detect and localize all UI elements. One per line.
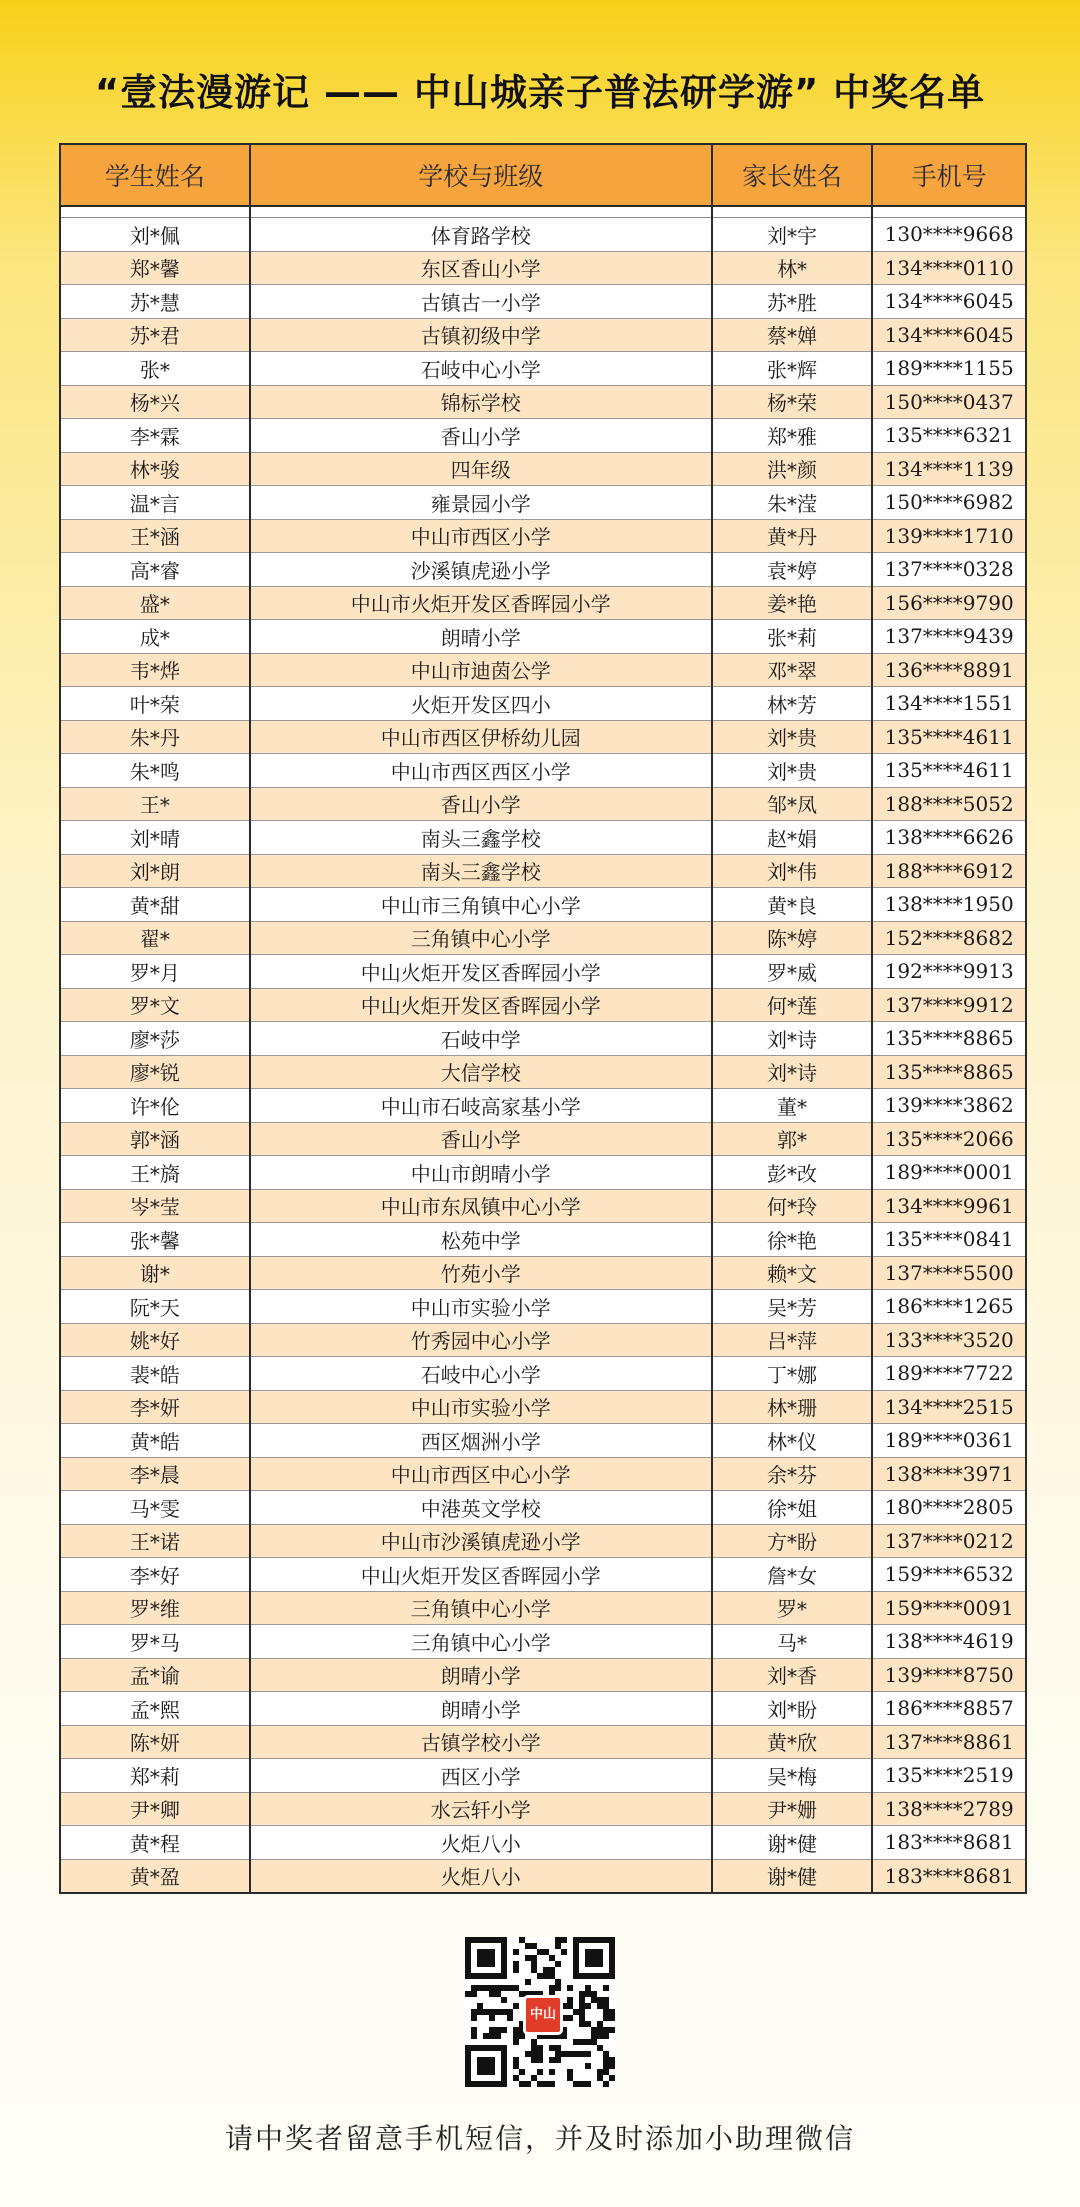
cell-parent-name: 赵*娟 <box>712 821 873 855</box>
cell-phone: 159****6532 <box>872 1558 1025 1592</box>
table-row <box>61 1625 1025 1659</box>
cell-phone: 135****2066 <box>872 1122 1025 1156</box>
cell-student-name: 刘*晴 <box>61 821 250 855</box>
cell-student-name: 谢* <box>61 1256 250 1290</box>
cell-school-class: 石岐中心小学 <box>250 1357 712 1391</box>
cell-student-name: 刘*佩 <box>61 218 250 252</box>
cell-phone: 138****3971 <box>872 1457 1025 1491</box>
cell-student-name: 廖*锐 <box>61 1055 250 1089</box>
table-row <box>61 1022 1025 1056</box>
cell-student-name: 罗*马 <box>61 1625 250 1659</box>
cell-school-class: 三角镇中心小学 <box>250 1591 712 1625</box>
cell-parent-name: 刘*香 <box>712 1658 873 1692</box>
cell-school-class: 中山火炬开发区香晖园小学 <box>250 988 712 1022</box>
cell-school-class: 雍景园小学 <box>250 486 712 520</box>
cell-phone: 138****1950 <box>872 888 1025 922</box>
cell-student-name: 王*涵 <box>61 519 250 553</box>
table-row <box>61 1156 1025 1190</box>
cell-school-class: 中山市朗晴小学 <box>250 1156 712 1190</box>
table-row <box>61 486 1025 520</box>
cell-school-class: 古镇初级中学 <box>250 318 712 352</box>
cell-school-class: 火炬八小 <box>250 1859 712 1892</box>
cell-phone: 156****9790 <box>872 586 1025 620</box>
cell-phone: 138****6626 <box>872 821 1025 855</box>
cell-parent-name: 刘*诗 <box>712 1055 873 1089</box>
cell-student-name: 李*霖 <box>61 419 250 453</box>
table-row <box>61 1491 1025 1525</box>
cell-student-name: 苏*慧 <box>61 285 250 319</box>
table-row <box>61 1390 1025 1424</box>
cell-student-name: 廖*莎 <box>61 1022 250 1056</box>
cell-parent-name: 徐*姐 <box>712 1491 873 1525</box>
table-row <box>61 1859 1025 1892</box>
cell-parent-name: 罗*威 <box>712 955 873 989</box>
cell-phone: 150****0437 <box>872 385 1025 419</box>
cell-school-class: 水云轩小学 <box>250 1792 712 1826</box>
cell-school-class: 中山市沙溪镇虎逊小学 <box>250 1524 712 1558</box>
cell-school-class: 中山市迪茵公学 <box>250 653 712 687</box>
cell-school-class: 中山市实验小学 <box>250 1390 712 1424</box>
cell-parent-name: 刘*宇 <box>712 218 873 252</box>
cell-phone: 130****9668 <box>872 218 1025 252</box>
cell-parent-name: 杨*荣 <box>712 385 873 419</box>
cell-phone: 137****0328 <box>872 553 1025 587</box>
table-row <box>61 1122 1025 1156</box>
footer-note: 请中奖者留意手机短信，并及时添加小助理微信 <box>224 2122 855 2155</box>
cell-student-name: 孟*熙 <box>61 1692 250 1726</box>
cell-phone: 188****5052 <box>872 787 1025 821</box>
cell-phone: 189****1155 <box>872 352 1025 386</box>
cell-phone: 137****9439 <box>872 620 1025 654</box>
cell-phone: 137****8861 <box>872 1725 1025 1759</box>
cell-student-name: 裴*皓 <box>61 1357 250 1391</box>
qr-center-badge: 中山 <box>523 1995 563 2035</box>
cell-phone: 135****0841 <box>872 1223 1025 1257</box>
cell-school-class: 朗晴小学 <box>250 1658 712 1692</box>
cell-phone: 189****0001 <box>872 1156 1025 1190</box>
cell-student-name: 朱*鸣 <box>61 754 250 788</box>
cell-parent-name: 吴*芳 <box>712 1290 873 1324</box>
cell-student-name: 叶*荣 <box>61 687 250 721</box>
cell-phone: 137****5500 <box>872 1256 1025 1290</box>
cell-student-name: 王*旖 <box>61 1156 250 1190</box>
table-row <box>61 419 1025 453</box>
cell-parent-name: 黄*良 <box>712 888 873 922</box>
cell-student-name: 盛* <box>61 586 250 620</box>
table-row <box>61 754 1025 788</box>
cell-student-name: 黄*程 <box>61 1826 250 1860</box>
cell-parent-name: 詹*女 <box>712 1558 873 1592</box>
page-title: “壹法漫游记 —— 中山城亲子普法研学游” 中奖名单 <box>94 71 986 114</box>
cell-student-name: 罗*维 <box>61 1591 250 1625</box>
cell-student-name: 王*诺 <box>61 1524 250 1558</box>
table-row <box>61 218 1025 252</box>
table-row <box>61 251 1025 285</box>
header-phone: 手机号 <box>872 145 1025 206</box>
cell-student-name: 张*馨 <box>61 1223 250 1257</box>
cell-parent-name: 蔡*婵 <box>712 318 873 352</box>
winners-table <box>59 143 1027 1894</box>
table-row <box>61 452 1025 486</box>
header-student-name: 学生姓名 <box>61 145 250 206</box>
cell-school-class: 香山小学 <box>250 419 712 453</box>
cell-school-class: 石岐中学 <box>250 1022 712 1056</box>
cell-parent-name: 邹*凤 <box>712 787 873 821</box>
cell-student-name: 翟* <box>61 921 250 955</box>
cell-phone: 135****8865 <box>872 1022 1025 1056</box>
cell-parent-name: 刘*诗 <box>712 1022 873 1056</box>
cell-school-class: 中港英文学校 <box>250 1491 712 1525</box>
cell-parent-name: 马* <box>712 1625 873 1659</box>
cell-phone: 192****9913 <box>872 955 1025 989</box>
cell-phone: 134****6045 <box>872 318 1025 352</box>
cell-student-name: 许*伦 <box>61 1089 250 1123</box>
cell-student-name: 黄*盈 <box>61 1859 250 1892</box>
table-row <box>61 1323 1025 1357</box>
cell-parent-name: 谢*健 <box>712 1826 873 1860</box>
cell-phone: 180****2805 <box>872 1491 1025 1525</box>
cell-student-name: 郑*馨 <box>61 251 250 285</box>
cell-student-name: 黄*甜 <box>61 888 250 922</box>
cell-parent-name: 林*仪 <box>712 1424 873 1458</box>
cell-phone: 139****3862 <box>872 1089 1025 1123</box>
cell-phone: 138****2789 <box>872 1792 1025 1826</box>
cell-school-class: 朗晴小学 <box>250 1692 712 1726</box>
cell-school-class: 东区香山小学 <box>250 251 712 285</box>
cell-student-name: 岑*莹 <box>61 1189 250 1223</box>
cell-school-class: 中山市石岐高家基小学 <box>250 1089 712 1123</box>
cell-student-name: 郭*涵 <box>61 1122 250 1156</box>
table-row <box>61 1424 1025 1458</box>
table-row <box>61 687 1025 721</box>
cell-parent-name: 洪*颜 <box>712 452 873 486</box>
cell-school-class: 锦标学校 <box>250 385 712 419</box>
table-row <box>61 1256 1025 1290</box>
cell-parent-name: 余*芬 <box>712 1457 873 1491</box>
cell-phone: 138****4619 <box>872 1625 1025 1659</box>
cell-phone: 186****8857 <box>872 1692 1025 1726</box>
cell-school-class: 香山小学 <box>250 787 712 821</box>
table-row <box>61 1692 1025 1726</box>
cell-student-name: 阮*天 <box>61 1290 250 1324</box>
table-row <box>61 888 1025 922</box>
cell-school-class: 石岐中心小学 <box>250 352 712 386</box>
table-row <box>61 1089 1025 1123</box>
table-row <box>61 1055 1025 1089</box>
cell-school-class: 三角镇中心小学 <box>250 1625 712 1659</box>
table-row <box>61 553 1025 587</box>
cell-school-class: 体育路学校 <box>250 218 712 252</box>
cell-phone: 150****6982 <box>872 486 1025 520</box>
cell-student-name: 罗*月 <box>61 955 250 989</box>
table-row <box>61 1290 1025 1324</box>
cell-parent-name: 张*辉 <box>712 352 873 386</box>
cell-student-name: 韦*烨 <box>61 653 250 687</box>
cell-school-class: 中山市火炬开发区香晖园小学 <box>250 586 712 620</box>
header-school-class: 学校与班级 <box>250 145 712 206</box>
cell-phone: 136****8891 <box>872 653 1025 687</box>
cell-phone: 188****6912 <box>872 854 1025 888</box>
table-row <box>61 352 1025 386</box>
table-row <box>61 1658 1025 1692</box>
cell-parent-name: 朱*滢 <box>712 486 873 520</box>
table-header-row <box>61 145 1025 206</box>
cell-parent-name: 郭* <box>712 1122 873 1156</box>
table-row <box>61 1357 1025 1391</box>
cell-school-class: 香山小学 <box>250 1122 712 1156</box>
cell-parent-name: 刘*盼 <box>712 1692 873 1726</box>
cell-phone: 159****0091 <box>872 1591 1025 1625</box>
cell-student-name: 苏*君 <box>61 318 250 352</box>
table-row <box>61 821 1025 855</box>
cell-student-name: 林*骏 <box>61 452 250 486</box>
cell-phone: 152****8682 <box>872 921 1025 955</box>
cell-parent-name: 袁*婷 <box>712 553 873 587</box>
cell-parent-name: 尹*姗 <box>712 1792 873 1826</box>
cell-parent-name: 彭*改 <box>712 1156 873 1190</box>
cell-student-name: 杨*兴 <box>61 385 250 419</box>
cell-phone: 134****2515 <box>872 1390 1025 1424</box>
cell-phone: 139****8750 <box>872 1658 1025 1692</box>
table-row <box>61 1759 1025 1793</box>
cell-student-name: 朱*丹 <box>61 720 250 754</box>
cell-school-class: 古镇古一小学 <box>250 285 712 319</box>
cell-phone: 134****9961 <box>872 1189 1025 1223</box>
cell-school-class: 朗晴小学 <box>250 620 712 654</box>
cell-phone: 134****1551 <box>872 687 1025 721</box>
table-row <box>61 720 1025 754</box>
cell-parent-name: 黄*欣 <box>712 1725 873 1759</box>
cell-parent-name: 郑*雅 <box>712 419 873 453</box>
cell-phone: 183****8681 <box>872 1826 1025 1860</box>
cell-parent-name: 陈*婷 <box>712 921 873 955</box>
cell-phone: 137****0212 <box>872 1524 1025 1558</box>
table-row <box>61 318 1025 352</box>
table-row <box>61 1223 1025 1257</box>
cell-student-name: 张* <box>61 352 250 386</box>
table-row <box>61 1725 1025 1759</box>
cell-phone: 134****0110 <box>872 251 1025 285</box>
cell-parent-name: 吴*梅 <box>712 1759 873 1793</box>
cell-parent-name: 赖*文 <box>712 1256 873 1290</box>
cell-school-class: 中山市西区伊桥幼儿园 <box>250 720 712 754</box>
cell-parent-name: 林* <box>712 251 873 285</box>
table-row <box>61 586 1025 620</box>
cell-school-class: 南头三鑫学校 <box>250 821 712 855</box>
table-row <box>61 1591 1025 1625</box>
cell-student-name: 罗*文 <box>61 988 250 1022</box>
cell-phone: 186****1265 <box>872 1290 1025 1324</box>
cell-student-name: 孟*谕 <box>61 1658 250 1692</box>
cell-phone: 137****9912 <box>872 988 1025 1022</box>
cell-student-name: 尹*卿 <box>61 1792 250 1826</box>
cell-school-class: 沙溪镇虎逊小学 <box>250 553 712 587</box>
cell-student-name: 高*睿 <box>61 553 250 587</box>
cell-school-class: 火炬开发区四小 <box>250 687 712 721</box>
table-row <box>61 1792 1025 1826</box>
table-row <box>61 519 1025 553</box>
cell-student-name: 李*晨 <box>61 1457 250 1491</box>
cell-phone: 139****1710 <box>872 519 1025 553</box>
cell-phone: 189****7722 <box>872 1357 1025 1391</box>
table-row <box>61 1558 1025 1592</box>
cell-phone: 135****4611 <box>872 754 1025 788</box>
table-row <box>61 1524 1025 1558</box>
cell-parent-name: 谢*健 <box>712 1859 873 1892</box>
cell-parent-name: 刘*贵 <box>712 720 873 754</box>
cell-school-class: 中山火炬开发区香晖园小学 <box>250 955 712 989</box>
cell-student-name: 王* <box>61 787 250 821</box>
cell-student-name: 刘*朗 <box>61 854 250 888</box>
cell-parent-name: 丁*娜 <box>712 1357 873 1391</box>
cell-phone: 135****2519 <box>872 1759 1025 1793</box>
cell-parent-name: 邓*翠 <box>712 653 873 687</box>
cell-parent-name: 何*莲 <box>712 988 873 1022</box>
qr-code <box>465 1937 615 2087</box>
table-row <box>61 653 1025 687</box>
cell-phone: 183****8681 <box>872 1859 1025 1892</box>
cell-school-class: 大信学校 <box>250 1055 712 1089</box>
cell-parent-name: 黄*丹 <box>712 519 873 553</box>
table-spacer-row <box>61 206 1025 218</box>
cell-school-class: 中山火炬开发区香晖园小学 <box>250 1558 712 1592</box>
cell-school-class: 中山市东凤镇中心小学 <box>250 1189 712 1223</box>
cell-school-class: 三角镇中心小学 <box>250 921 712 955</box>
cell-school-class: 火炬八小 <box>250 1826 712 1860</box>
cell-phone: 135****6321 <box>872 419 1025 453</box>
cell-parent-name: 林*芳 <box>712 687 873 721</box>
cell-parent-name: 张*莉 <box>712 620 873 654</box>
cell-student-name: 成* <box>61 620 250 654</box>
cell-parent-name: 刘*伟 <box>712 854 873 888</box>
cell-parent-name: 罗* <box>712 1591 873 1625</box>
cell-school-class: 中山市实验小学 <box>250 1290 712 1324</box>
cell-school-class: 西区小学 <box>250 1759 712 1793</box>
table-row <box>61 988 1025 1022</box>
cell-student-name: 马*雯 <box>61 1491 250 1525</box>
cell-school-class: 中山市西区中心小学 <box>250 1457 712 1491</box>
table-row <box>61 955 1025 989</box>
cell-student-name: 陈*妍 <box>61 1725 250 1759</box>
cell-school-class: 古镇学校小学 <box>250 1725 712 1759</box>
table-row <box>61 1826 1025 1860</box>
cell-parent-name: 徐*艳 <box>712 1223 873 1257</box>
cell-phone: 135****4611 <box>872 720 1025 754</box>
cell-student-name: 温*言 <box>61 486 250 520</box>
cell-parent-name: 林*珊 <box>712 1390 873 1424</box>
cell-school-class: 西区烟洲小学 <box>250 1424 712 1458</box>
table-row <box>61 1189 1025 1223</box>
cell-parent-name: 方*盼 <box>712 1524 873 1558</box>
cell-school-class: 竹苑小学 <box>250 1256 712 1290</box>
cell-school-class: 中山市西区西区小学 <box>250 754 712 788</box>
cell-school-class: 四年级 <box>250 452 712 486</box>
table-row <box>61 1457 1025 1491</box>
table-row <box>61 385 1025 419</box>
cell-parent-name: 董* <box>712 1089 873 1123</box>
cell-school-class: 竹秀园中心小学 <box>250 1323 712 1357</box>
cell-phone: 134****1139 <box>872 452 1025 486</box>
cell-parent-name: 吕*萍 <box>712 1323 873 1357</box>
cell-school-class: 中山市三角镇中心小学 <box>250 888 712 922</box>
cell-phone: 134****6045 <box>872 285 1025 319</box>
cell-parent-name: 苏*胜 <box>712 285 873 319</box>
table-row <box>61 620 1025 654</box>
cell-phone: 135****8865 <box>872 1055 1025 1089</box>
table-row <box>61 787 1025 821</box>
cell-school-class: 中山市西区小学 <box>250 519 712 553</box>
cell-phone: 133****3520 <box>872 1323 1025 1357</box>
cell-student-name: 姚*好 <box>61 1323 250 1357</box>
cell-student-name: 郑*莉 <box>61 1759 250 1793</box>
cell-student-name: 黄*皓 <box>61 1424 250 1458</box>
cell-parent-name: 姜*艳 <box>712 586 873 620</box>
cell-school-class: 南头三鑫学校 <box>250 854 712 888</box>
cell-student-name: 李*好 <box>61 1558 250 1592</box>
cell-school-class: 松苑中学 <box>250 1223 712 1257</box>
table-row <box>61 921 1025 955</box>
cell-parent-name: 何*玲 <box>712 1189 873 1223</box>
header-parent-name: 家长姓名 <box>712 145 873 206</box>
cell-phone: 189****0361 <box>872 1424 1025 1458</box>
cell-student-name: 李*妍 <box>61 1390 250 1424</box>
table-row <box>61 285 1025 319</box>
cell-parent-name: 刘*贵 <box>712 754 873 788</box>
table-row <box>61 854 1025 888</box>
